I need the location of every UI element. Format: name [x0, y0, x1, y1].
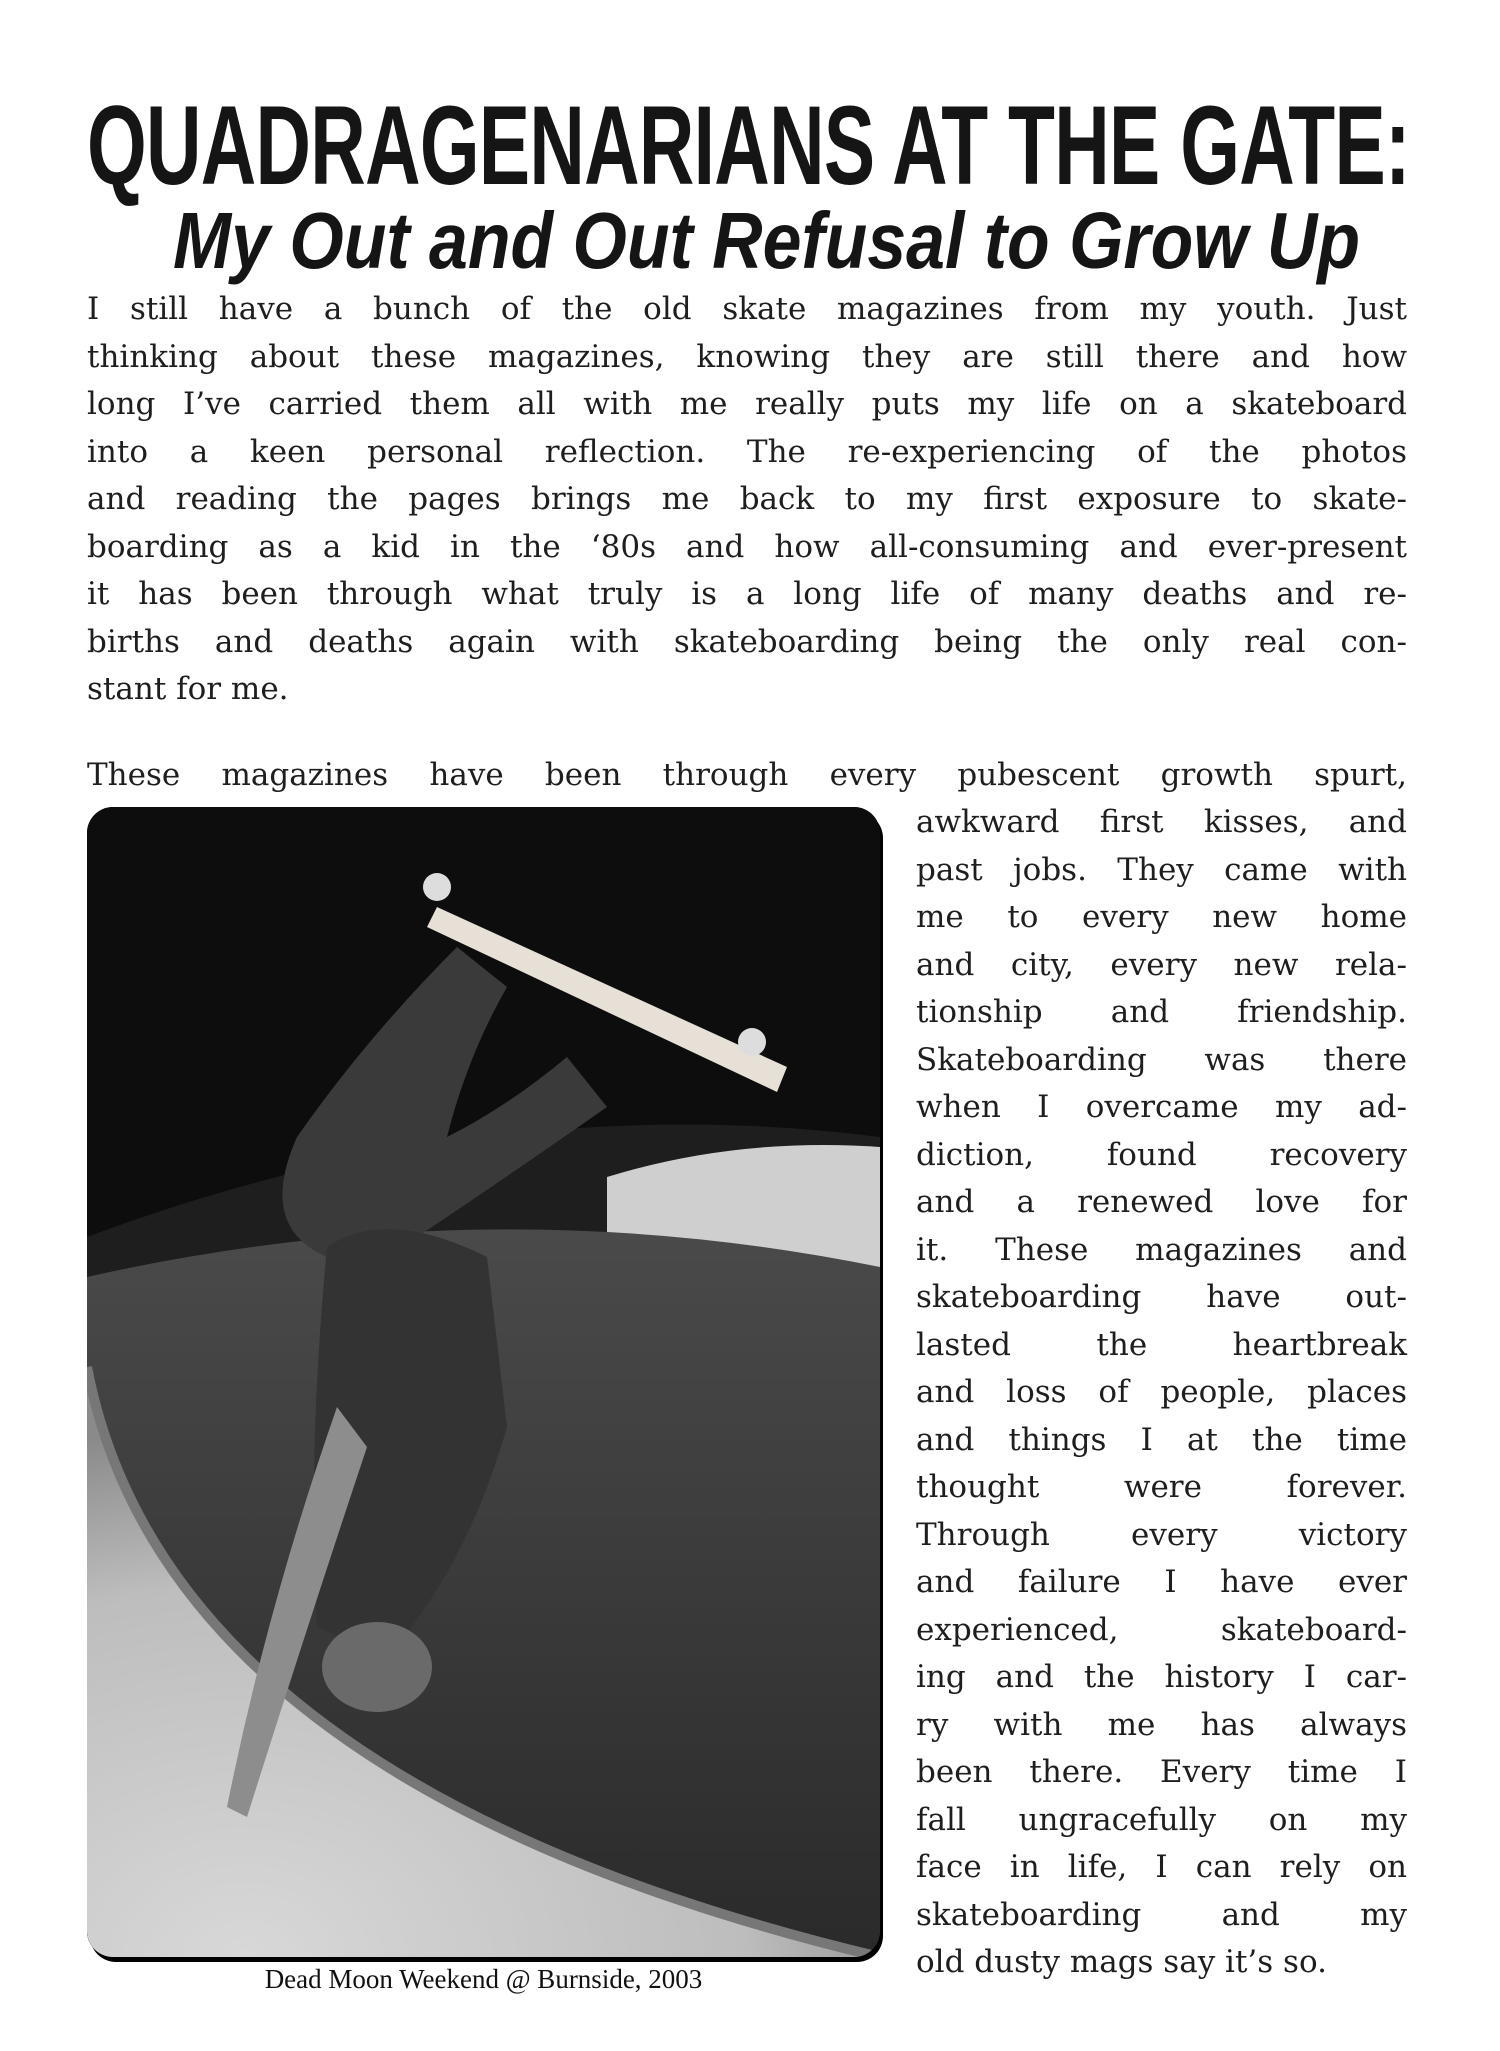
- text-line: fall ungracefully on my: [916, 1801, 1407, 1838]
- text-line: past jobs. They came with: [916, 851, 1407, 888]
- text-line: long I’ve carried them all with me really puts my life on a skateboard: [87, 386, 1407, 422]
- text-line: thought were forever.: [916, 1469, 1407, 1505]
- text-line: been there. Every time I: [916, 1754, 1407, 1790]
- text-line: boarding as a kid in the ‘80s and how all-consuming and ever-present: [87, 528, 1407, 565]
- text-line: ry with me has always: [916, 1706, 1407, 1743]
- text-line: into a keen personal reflection. The re-experiencing of the photos: [87, 433, 1407, 470]
- paragraph-2-column: [916, 799, 1407, 1987]
- text-line: it. These magazines and: [916, 1231, 1407, 1268]
- text-line: skateboarding and my: [916, 1896, 1407, 1933]
- text-line: stant for me.: [87, 671, 289, 707]
- text-line: and things I at the time: [916, 1421, 1407, 1458]
- text-line: ing and the history I car-: [916, 1659, 1407, 1695]
- article-subtitle: My Out and Out Refusal to Grow Up: [173, 196, 1360, 285]
- text-line: experienced, skateboard-: [916, 1611, 1407, 1648]
- paragraph-2-first-line: [87, 752, 1407, 800]
- text-line: and reading the pages brings me back to my first exposure to skate-: [87, 481, 1407, 517]
- text-line: it has been through what truly is a long life of many deaths and re-: [87, 576, 1407, 612]
- skateboarding-photo: [87, 807, 880, 1957]
- text-line: births and deaths again with skateboarding being the only real con-: [87, 623, 1407, 660]
- text-line: These magazines have been through every pubescent growth spurt,: [87, 757, 1407, 793]
- text-line: Skateboarding was there: [916, 1041, 1407, 1078]
- text-line: when I overcame my ad-: [916, 1089, 1407, 1125]
- paragraph-1: [87, 286, 1407, 714]
- text-line: and a renewed love for: [916, 1184, 1407, 1220]
- text-line: and city, every new rela-: [916, 946, 1407, 983]
- text-line: thinking about these magazines, knowing they are still there and how: [87, 338, 1407, 375]
- text-line: old dusty mags say it’s so.: [916, 1944, 1327, 1980]
- text-line: face in life, I can rely on: [916, 1849, 1407, 1885]
- photo-caption: Dead Moon Weekend @ Burnside, 2003: [264, 1964, 703, 1994]
- article-title: QUADRAGENARIANS AT THE GATE:: [87, 83, 1410, 208]
- text-line: awkward first kisses, and: [916, 804, 1407, 840]
- text-line: skateboarding have out-: [916, 1279, 1407, 1315]
- text-line: diction, found recovery: [916, 1136, 1407, 1173]
- text-line: me to every new home: [916, 899, 1407, 935]
- text-line: lasted the heartbreak: [916, 1326, 1407, 1363]
- text-line: Through every victory: [916, 1516, 1407, 1553]
- skater-handplant-image: [87, 807, 880, 1957]
- text-line: I still have a bunch of the old skate magazines from my youth. Just: [87, 291, 1407, 327]
- text-line: and loss of people, places: [916, 1374, 1407, 1410]
- text-line: tionship and friendship.: [916, 994, 1407, 1030]
- text-line: and failure I have ever: [916, 1564, 1407, 1600]
